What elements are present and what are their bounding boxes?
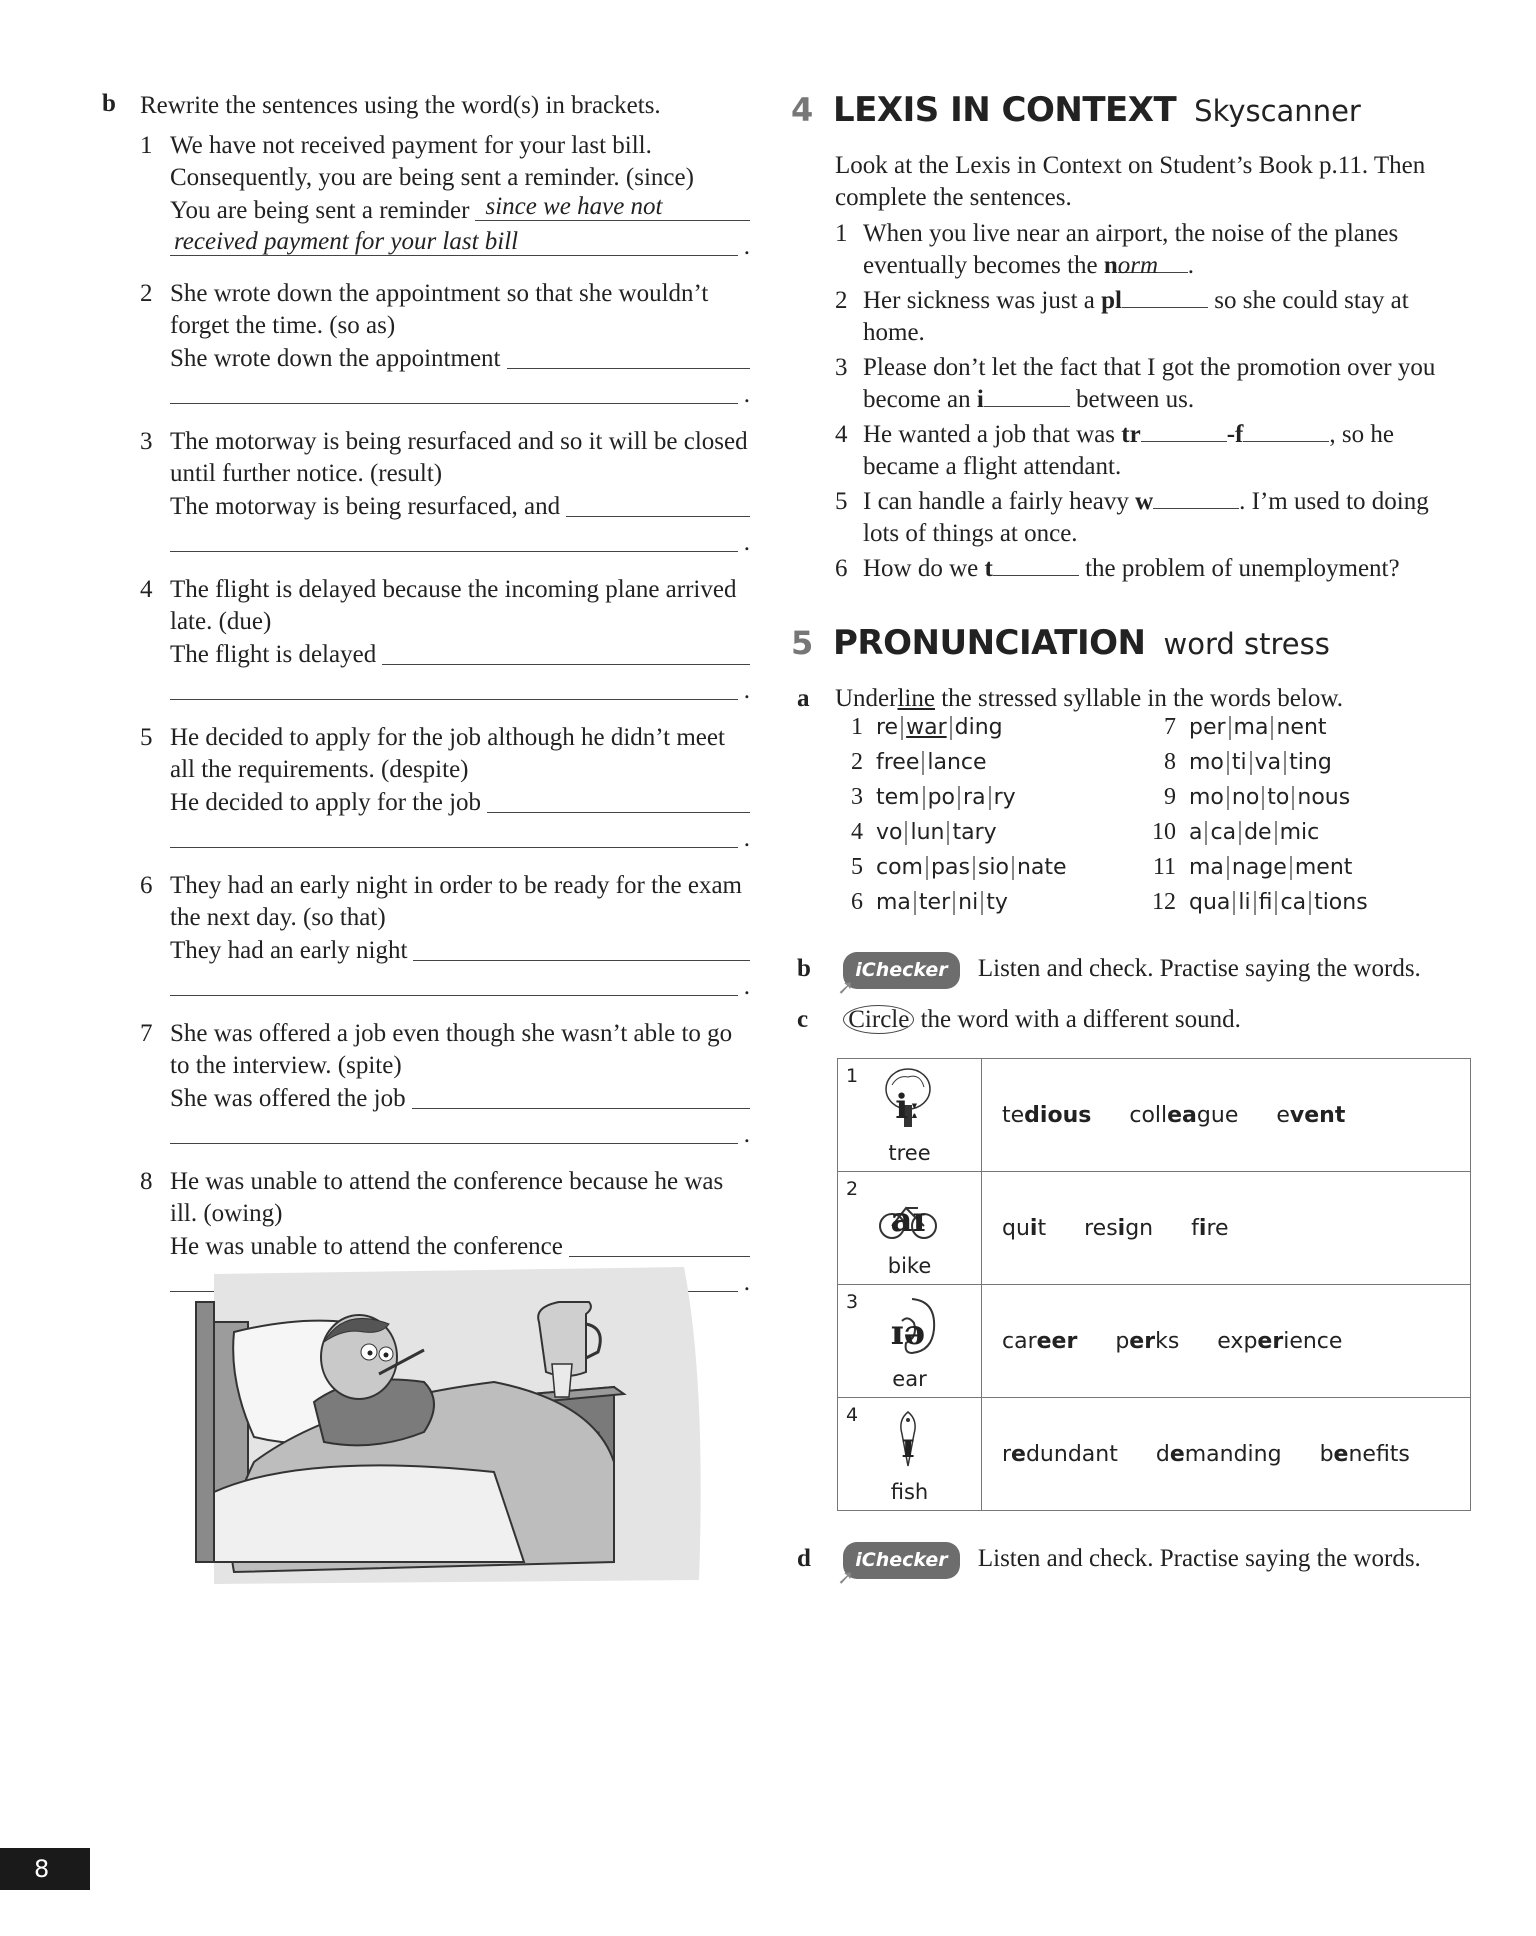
period: . bbox=[743, 825, 750, 852]
syllable[interactable]: tary bbox=[952, 820, 997, 845]
item-body bbox=[863, 352, 1455, 416]
answer-blank[interactable] bbox=[382, 638, 750, 665]
row-number: 3 bbox=[846, 1291, 859, 1313]
sound-word[interactable] bbox=[1217, 1329, 1342, 1354]
word-number: 11 bbox=[1152, 854, 1176, 880]
item-text-before: Please don’t let the fact that I got the promotion over you become an bbox=[863, 354, 1436, 413]
row-number: 4 bbox=[846, 1404, 859, 1426]
sound-symbol-cell bbox=[838, 1172, 982, 1285]
syllable[interactable]: lun bbox=[907, 821, 949, 845]
item-body bbox=[170, 870, 750, 1000]
section-4-subtitle: Skyscanner bbox=[1194, 94, 1361, 128]
cursor-arrow-icon: ➚ bbox=[837, 1565, 855, 1589]
answer-blank-continued[interactable] bbox=[170, 228, 750, 260]
rewrite-exercise-list bbox=[102, 130, 750, 1296]
syllable[interactable]: ca bbox=[1207, 821, 1241, 845]
section-5-heading bbox=[791, 623, 1455, 663]
syllable[interactable]: va bbox=[1252, 751, 1287, 775]
answer-blank[interactable] bbox=[507, 342, 751, 369]
answer-blank[interactable] bbox=[1117, 250, 1188, 279]
syllable[interactable]: to bbox=[1264, 786, 1294, 810]
stress-word bbox=[835, 714, 1006, 741]
word-part: qu bbox=[1002, 1215, 1030, 1241]
row-number: 2 bbox=[846, 1178, 859, 1200]
syllable[interactable]: qua bbox=[1186, 891, 1235, 915]
item-prompt: We have not received payment for your last bill. Consequently, you are being sent a reminder. (since) bbox=[170, 132, 694, 191]
syllable[interactable]: per bbox=[1186, 716, 1231, 740]
rewrite-item bbox=[140, 722, 750, 852]
word-highlight: er bbox=[1129, 1328, 1156, 1354]
syllable[interactable]: lance bbox=[927, 750, 987, 775]
sick-man-illustration bbox=[194, 1262, 714, 1592]
sound-row bbox=[838, 1285, 1471, 1398]
stress-word bbox=[835, 819, 1000, 846]
cursor-arrow-icon: ➚ bbox=[837, 975, 855, 999]
rewrite-item bbox=[140, 426, 750, 556]
rewrite-item bbox=[140, 1018, 750, 1148]
part-b-letter: b bbox=[102, 90, 116, 117]
word-highlight: i bbox=[1117, 1215, 1126, 1241]
first-letter-2: -f bbox=[1226, 421, 1244, 448]
handwritten-answer: orm bbox=[1117, 252, 1159, 279]
answer-blank[interactable] bbox=[475, 194, 750, 221]
word-number: 5 bbox=[851, 854, 863, 880]
stress-word bbox=[1148, 854, 1355, 881]
syllable[interactable]: ter bbox=[916, 891, 955, 915]
part-c-letter: c bbox=[797, 1006, 809, 1033]
word-number: 6 bbox=[851, 889, 863, 915]
rewrite-item bbox=[140, 574, 750, 704]
word-highlight: e bbox=[1333, 1441, 1349, 1467]
word-part: ks bbox=[1155, 1328, 1180, 1354]
sound-word[interactable] bbox=[1156, 1442, 1282, 1467]
sound-word[interactable] bbox=[1002, 1103, 1091, 1128]
sound-keyword: bike bbox=[887, 1254, 932, 1278]
stress-word bbox=[1148, 889, 1371, 916]
syllable[interactable]: tions bbox=[1314, 890, 1368, 915]
sound-keyword: ear bbox=[892, 1367, 927, 1391]
stress-word bbox=[835, 889, 1011, 916]
lexis-item bbox=[835, 218, 1455, 282]
sound-words-cell bbox=[982, 1285, 1471, 1398]
word-highlight: ea bbox=[1167, 1102, 1197, 1128]
left-column bbox=[102, 90, 750, 1296]
syllable[interactable]: ting bbox=[1289, 750, 1332, 775]
item-body bbox=[170, 722, 750, 852]
item-number: 6 bbox=[835, 555, 848, 582]
answer-blank[interactable] bbox=[984, 384, 1070, 407]
section-4-heading bbox=[791, 90, 1455, 130]
syllable[interactable]: nous bbox=[1297, 785, 1351, 810]
word-part: nefits bbox=[1348, 1441, 1410, 1467]
sound-symbol-cell bbox=[838, 1059, 982, 1172]
phonetic-symbol: aɪ bbox=[890, 1200, 926, 1240]
item-number: 4 bbox=[835, 421, 848, 448]
answer-row bbox=[170, 1082, 750, 1115]
item-body bbox=[170, 574, 750, 704]
word-number: 10 bbox=[1152, 819, 1176, 845]
sound-word[interactable] bbox=[1002, 1216, 1046, 1241]
item-body bbox=[863, 419, 1455, 483]
phonetic-symbol: ɪ bbox=[901, 1426, 915, 1466]
period: . bbox=[743, 381, 750, 408]
word-highlight: e bbox=[1169, 1441, 1185, 1467]
section-5-title: PRONUNCIATION bbox=[833, 623, 1146, 663]
sound-keyword: tree bbox=[888, 1141, 931, 1165]
answer-blank[interactable] bbox=[413, 934, 750, 961]
lexis-item bbox=[835, 352, 1455, 416]
word-part: b bbox=[1319, 1441, 1334, 1467]
word-highlight: er bbox=[1257, 1328, 1284, 1354]
sound-word[interactable] bbox=[1002, 1329, 1077, 1354]
first-letter: i bbox=[976, 386, 984, 413]
handwritten-answer: received payment for your last bill bbox=[174, 228, 519, 255]
word-part: d bbox=[1155, 1441, 1170, 1467]
syllable[interactable]: de bbox=[1241, 821, 1277, 845]
answer-blank-continued[interactable] bbox=[170, 377, 750, 408]
period: . bbox=[743, 1121, 750, 1148]
sounds-table bbox=[837, 1058, 1471, 1511]
item-stem: The motorway is being resurfaced, and bbox=[170, 493, 561, 520]
word-number: 9 bbox=[1164, 784, 1176, 810]
sound-picture-icon bbox=[878, 1180, 938, 1244]
item-number: 6 bbox=[140, 872, 153, 899]
part-a-instruction-post: the stressed syllable in the words below. bbox=[934, 685, 1344, 712]
syllable[interactable]: ma bbox=[873, 891, 916, 915]
first-letter: n bbox=[1103, 252, 1118, 279]
part-b-row bbox=[797, 952, 1421, 999]
section-4-title: LEXIS IN CONTEXT bbox=[833, 90, 1177, 130]
lexis-item bbox=[835, 553, 1455, 585]
word-part: exp bbox=[1217, 1328, 1258, 1354]
syllable[interactable]: ca bbox=[1277, 891, 1311, 915]
part-c-instruction: the word with a different sound. bbox=[920, 1006, 1241, 1033]
sound-words-cell bbox=[982, 1059, 1471, 1172]
item-stem: You are being sent a reminder bbox=[170, 197, 470, 224]
syllable[interactable]: ti bbox=[1229, 751, 1252, 775]
sound-picture-icon bbox=[878, 1293, 938, 1357]
item-stem: He decided to apply for the job bbox=[170, 789, 482, 816]
phonetic-symbol: ɪə bbox=[890, 1313, 926, 1353]
rewrite-item bbox=[140, 278, 750, 408]
item-prompt: They had an early night in order to be ready for the exam the next day. (so that) bbox=[170, 872, 742, 931]
stress-word bbox=[835, 749, 990, 776]
word-highlight: vent bbox=[1289, 1102, 1346, 1128]
item-prompt: He was unable to attend the conference because he was ill. (owing) bbox=[170, 1168, 724, 1227]
item-prompt: She was offered a job even though she wasn’t able to go to the interview. (spite) bbox=[170, 1020, 733, 1079]
syllable[interactable]: ty bbox=[986, 890, 1008, 915]
section-4-intro: Look at the Lexis in Context on Student’s Book p.11. Then complete the sentences. bbox=[835, 152, 1426, 211]
rewrite-item bbox=[140, 130, 750, 260]
item-text-before: How do we bbox=[863, 555, 985, 582]
stress-word bbox=[1148, 819, 1322, 846]
syllable[interactable]: free bbox=[873, 751, 924, 775]
ichecker-label: iChecker bbox=[855, 1549, 948, 1571]
word-number: 1 bbox=[851, 714, 863, 740]
stress-word bbox=[835, 784, 1019, 811]
ichecker-badge[interactable] bbox=[837, 952, 959, 999]
word-highlight: dious bbox=[1024, 1102, 1092, 1128]
answer-row bbox=[170, 194, 750, 227]
item-stem: He was unable to attend the conference bbox=[170, 1233, 563, 1260]
syllable[interactable]: sio bbox=[975, 856, 1014, 880]
lexis-item bbox=[835, 419, 1455, 483]
word-number: 2 bbox=[851, 749, 863, 775]
sound-symbol-cell bbox=[838, 1398, 982, 1511]
part-a-letter: a bbox=[797, 685, 810, 712]
word-number: 7 bbox=[1164, 714, 1176, 740]
answer-row bbox=[170, 342, 750, 375]
item-number: 4 bbox=[140, 576, 153, 603]
part-a-instruction-underlined: line bbox=[897, 685, 935, 712]
answer-blank-continued[interactable] bbox=[170, 673, 750, 704]
part-b-right-letter: b bbox=[797, 955, 811, 982]
syllable[interactable]: vo bbox=[873, 821, 907, 845]
word-part: ience bbox=[1283, 1328, 1343, 1354]
word-part: r bbox=[1002, 1441, 1012, 1467]
item-body bbox=[170, 1018, 750, 1148]
answer-blank[interactable] bbox=[1153, 486, 1239, 509]
sound-word[interactable] bbox=[1191, 1216, 1228, 1241]
syllable[interactable]: ma bbox=[1186, 856, 1229, 880]
stress-word bbox=[1148, 714, 1330, 741]
item-number: 5 bbox=[140, 724, 153, 751]
lexis-exercise-list bbox=[795, 218, 1455, 585]
item-body bbox=[863, 218, 1455, 282]
word-number: 12 bbox=[1152, 889, 1176, 915]
right-column bbox=[791, 90, 1455, 715]
word-part: coll bbox=[1129, 1102, 1168, 1128]
syllable[interactable]: a bbox=[1186, 821, 1207, 845]
word-part: gue bbox=[1196, 1102, 1239, 1128]
answer-row bbox=[170, 1230, 750, 1263]
item-prompt: The flight is delayed because the incoming plane arrived late. (due) bbox=[170, 576, 737, 635]
answer-blank-2[interactable] bbox=[1243, 419, 1329, 442]
ichecker-label: iChecker bbox=[855, 959, 948, 981]
item-number: 1 bbox=[835, 220, 848, 247]
handwritten-answer: since we have not bbox=[485, 193, 663, 220]
sound-word[interactable] bbox=[1129, 1103, 1238, 1128]
word-number: 8 bbox=[1164, 749, 1176, 775]
syllable[interactable]: ding bbox=[954, 715, 1003, 740]
item-body bbox=[863, 285, 1455, 349]
section-5-number: 5 bbox=[791, 624, 814, 662]
answer-row bbox=[170, 638, 750, 671]
answer-blank[interactable] bbox=[993, 553, 1079, 576]
answer-row bbox=[170, 490, 750, 523]
period: . bbox=[743, 1269, 750, 1296]
item-text-after: . I’m used to doing lots of things at once. bbox=[863, 488, 1429, 547]
word-highlight: i bbox=[1029, 1215, 1038, 1241]
word-part: re bbox=[1206, 1215, 1229, 1241]
sound-word[interactable] bbox=[1084, 1216, 1153, 1241]
word-highlight: e bbox=[1011, 1441, 1026, 1467]
answer-blank[interactable] bbox=[569, 1230, 750, 1257]
answer-blank[interactable] bbox=[412, 1082, 750, 1109]
word-number: 3 bbox=[851, 784, 863, 810]
part-d-instruction: Listen and check. Practise saying the words. bbox=[977, 1545, 1421, 1572]
part-d-letter: d bbox=[797, 1545, 811, 1572]
section-4-number: 4 bbox=[791, 91, 814, 129]
syllable[interactable]: po bbox=[925, 786, 960, 810]
syllable[interactable]: re bbox=[873, 716, 903, 740]
item-number: 2 bbox=[140, 280, 153, 307]
word-part: manding bbox=[1184, 1441, 1282, 1467]
row-number: 1 bbox=[846, 1065, 859, 1087]
sound-words-cell bbox=[982, 1398, 1471, 1511]
phonetic-symbol: iː bbox=[895, 1087, 921, 1127]
syllable[interactable]: ni bbox=[955, 891, 983, 915]
sound-picture-icon bbox=[878, 1067, 938, 1131]
item-stem: She was offered the job bbox=[170, 1085, 406, 1112]
answer-blank-continued[interactable] bbox=[170, 969, 750, 1000]
answer-blank-continued[interactable] bbox=[170, 525, 750, 556]
section-5-subtitle: word stress bbox=[1163, 627, 1330, 661]
circle-word: Circle bbox=[843, 1005, 914, 1034]
sound-row bbox=[838, 1172, 1471, 1285]
period: . bbox=[743, 973, 750, 1000]
item-number: 5 bbox=[835, 488, 848, 515]
syllable[interactable]: com bbox=[873, 856, 928, 880]
period: . bbox=[743, 233, 750, 260]
word-part: car bbox=[1002, 1328, 1037, 1354]
part-b-instruction: Rewrite the sentences using the word(s) in brackets. bbox=[140, 92, 661, 119]
sound-word[interactable] bbox=[1002, 1442, 1118, 1467]
sound-row bbox=[838, 1398, 1471, 1511]
sound-word[interactable] bbox=[1276, 1103, 1345, 1128]
word-part: e bbox=[1276, 1102, 1290, 1128]
answer-blank-continued[interactable] bbox=[170, 1117, 750, 1148]
period: . bbox=[743, 529, 750, 556]
word-part: dundant bbox=[1025, 1441, 1118, 1467]
word-part: p bbox=[1115, 1328, 1130, 1354]
word-highlight: i bbox=[1198, 1215, 1207, 1241]
word-part: t bbox=[1037, 1215, 1047, 1241]
item-number: 7 bbox=[140, 1020, 153, 1047]
page-number: 8 bbox=[0, 1848, 90, 1890]
item-body bbox=[170, 278, 750, 408]
rewrite-item bbox=[140, 870, 750, 1000]
item-stem: They had an early night bbox=[170, 937, 408, 964]
first-letter: w bbox=[1135, 488, 1154, 515]
syllable[interactable]: nage bbox=[1229, 856, 1292, 880]
part-a-instruction-row bbox=[795, 683, 1455, 715]
period: . bbox=[743, 677, 750, 704]
syllable[interactable]: mo bbox=[1186, 751, 1229, 775]
sound-words-cell bbox=[982, 1172, 1471, 1285]
part-a-instruction-pre: Under bbox=[835, 685, 898, 712]
sound-word[interactable] bbox=[1320, 1442, 1410, 1467]
item-number: 2 bbox=[835, 287, 848, 314]
ichecker-badge-d[interactable] bbox=[837, 1542, 959, 1589]
sound-row bbox=[838, 1059, 1471, 1172]
item-prompt: The motorway is being resurfaced and so it will be closed until further notice. (result) bbox=[170, 428, 748, 487]
sound-picture-icon bbox=[878, 1406, 938, 1470]
item-text-after: the problem of unemployment? bbox=[1078, 555, 1400, 582]
word-part: f bbox=[1191, 1215, 1199, 1241]
part-b-instruction: Listen and check. Practise saying the words. bbox=[977, 955, 1421, 982]
sound-keyword: fish bbox=[890, 1480, 929, 1504]
item-prompt: She wrote down the appointment so that she wouldn’t forget the time. (so as) bbox=[170, 280, 709, 339]
item-prompt: He decided to apply for the job although he didn’t meet all the requirements. (despite) bbox=[170, 724, 725, 783]
item-number: 8 bbox=[140, 1168, 153, 1195]
item-number: 3 bbox=[835, 354, 848, 381]
stress-word bbox=[1148, 784, 1353, 811]
syllable[interactable]: nate bbox=[1016, 855, 1067, 880]
first-letter: tr bbox=[1121, 421, 1141, 448]
item-text-before: I can handle a fairly heavy bbox=[863, 488, 1136, 515]
answer-row bbox=[170, 786, 750, 819]
answer-blank[interactable] bbox=[566, 490, 750, 517]
syllable[interactable]: li bbox=[1235, 891, 1255, 915]
item-text-before: Her sickness was just a bbox=[863, 287, 1102, 314]
word-part: gn bbox=[1125, 1215, 1154, 1241]
sound-symbol-cell bbox=[838, 1285, 982, 1398]
item-text-before: When you live near an airport, the noise of the planes eventually becomes the bbox=[863, 220, 1399, 279]
syllable[interactable]: fi bbox=[1256, 891, 1278, 915]
first-letter: pl bbox=[1101, 287, 1123, 314]
item-number: 1 bbox=[140, 132, 153, 159]
word-part: te bbox=[1002, 1102, 1025, 1128]
word-number: 4 bbox=[851, 819, 863, 845]
syllable[interactable]: war bbox=[903, 716, 952, 740]
syllable[interactable]: mic bbox=[1279, 820, 1320, 845]
syllable[interactable]: tem bbox=[873, 786, 925, 810]
first-letter: t bbox=[984, 555, 993, 582]
syllable[interactable]: nent bbox=[1276, 715, 1327, 740]
item-body bbox=[863, 486, 1455, 550]
item-text-after: , so he became a flight attendant. bbox=[863, 421, 1394, 480]
lexis-item bbox=[835, 486, 1455, 550]
word-highlight: eer bbox=[1036, 1328, 1078, 1354]
stress-word bbox=[1148, 749, 1335, 776]
word-part: res bbox=[1084, 1215, 1118, 1241]
item-body bbox=[170, 426, 750, 556]
part-d-row bbox=[797, 1542, 1421, 1589]
stress-word bbox=[835, 854, 1070, 881]
syllable[interactable]: no bbox=[1229, 786, 1264, 810]
lexis-item bbox=[835, 285, 1455, 349]
item-text-after: so she could stay at home. bbox=[863, 287, 1409, 346]
syllable[interactable]: mo bbox=[1186, 786, 1229, 810]
sound-word[interactable] bbox=[1115, 1329, 1179, 1354]
item-body bbox=[863, 553, 1455, 585]
syllable[interactable]: ment bbox=[1294, 855, 1353, 880]
syllable[interactable]: ra bbox=[960, 786, 991, 810]
item-text-after: between us. bbox=[1069, 386, 1195, 413]
item-text-before: He wanted a job that was bbox=[863, 421, 1122, 448]
answer-blank[interactable] bbox=[487, 786, 750, 813]
item-stem: The flight is delayed bbox=[170, 641, 377, 668]
item-stem: She wrote down the appointment bbox=[170, 345, 501, 372]
syllable[interactable]: ry bbox=[993, 785, 1016, 810]
answer-blank-continued[interactable] bbox=[170, 821, 750, 852]
part-c-row bbox=[797, 1004, 1241, 1036]
item-body bbox=[170, 130, 750, 260]
answer-row bbox=[170, 934, 750, 967]
item-text-after: . bbox=[1187, 252, 1195, 279]
answer-blank[interactable] bbox=[1141, 419, 1227, 442]
answer-blank[interactable] bbox=[1122, 285, 1208, 308]
syllable[interactable]: ma bbox=[1231, 716, 1274, 740]
syllable[interactable]: pas bbox=[928, 856, 975, 880]
item-number: 3 bbox=[140, 428, 153, 455]
